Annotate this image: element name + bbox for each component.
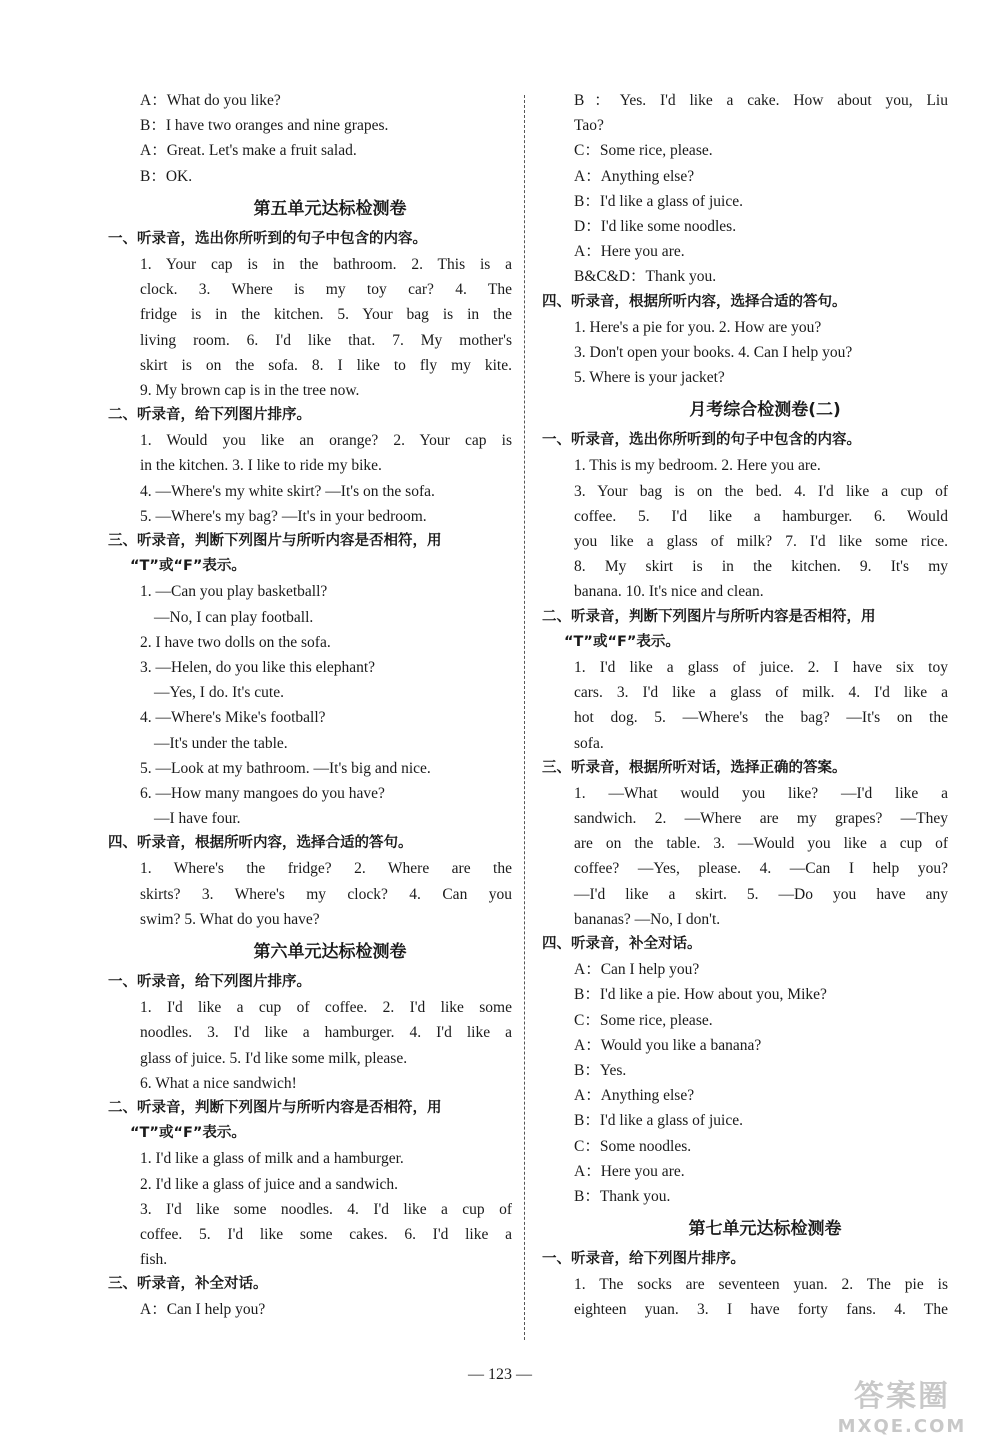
text-line: cars. 3. I'd like a glass of milk. 4. I'd like a [574,684,948,702]
section-heading: 四、听录音，根据所听内容，选择合适的答句。 [108,835,413,852]
unit-5-title: 第五单元达标检测卷 [253,198,407,219]
text-line: 3. Your bag is on the bed. 4. I'd like a cup of [574,482,948,500]
text-line: —I'd like a skirt. 5. —Do you have any [574,885,948,903]
section-heading: 二、听录音，给下列图片排序。 [108,407,311,424]
text-line: skirts? 3. Where's my clock? 4. Can you [140,885,512,903]
dialogue-line: A：Anything else? [574,1087,695,1105]
text-line: coffee. 5. I'd like some cakes. 6. I'd like a [140,1225,512,1243]
left-column [108,88,512,1323]
section-heading: 一、听录音，选出你所听到的句子中包含的内容。 [108,230,427,247]
dialogue-line: B：Yes. I'd like a cake. How about you, Liu [574,92,948,109]
text-line: are on the table. 3. —Would you like a cup of [574,835,948,853]
text-line: 1. Here's a pie for you. 2. How are you? [574,318,822,336]
section-heading: 四、听录音，根据所听内容，选择合适的答句。 [542,293,847,310]
text-line: clock. 3. Where is my toy car? 4. The [140,281,512,299]
section-heading: 二、听录音，判断下列图片与所听内容是否相符，用 [542,608,876,625]
text-line: 1. Would you like an orange? 2. Your cap is [140,432,512,450]
dialogue-line: B&C&D：Thank you. [574,268,717,286]
text-line: 1. —What would you like? —I'd like a [574,784,948,802]
text-line: 4. —Where's my white skirt? —It's on the sofa. [140,482,435,500]
dialogue-line: D：I'd like some noodles. [574,217,737,235]
page-number: — 123 — [468,1366,532,1383]
dialogue-line: B：OK. [140,167,193,185]
monthly-test-title: 月考综合检测卷(二) [689,400,841,421]
text-line: 3. I'd like some noodles. 4. I'd like a cup of [140,1200,512,1218]
text-line: glass of juice. 5. I'd like some milk, please. [140,1049,408,1067]
dialogue-line: A：What do you like? [140,92,281,109]
watermark-bottom: MXQE.COM [837,1416,967,1437]
text-line: noodles. 3. I'd like a hamburger. 4. I'd like a [140,1024,512,1042]
text-line: sofa. [574,734,604,752]
text-line: 4. —Where's Mike's football? [140,709,326,727]
text-line: living room. 6. I'd like that. 7. My mother's [140,331,512,349]
section-heading: 三、听录音，根据所听对话，选择正确的答案。 [542,759,847,776]
text-line: 2. I'd like a glass of juice and a sandwich. [140,1175,399,1193]
dialogue-line: A：Can I help you? [140,1301,266,1319]
section-heading: 一、听录音，给下列图片排序。 [542,1251,745,1268]
dialogue-line: B：I'd like a glass of juice. [574,1112,743,1130]
text-line: you like a glass of milk? 7. I'd like some rice. [574,533,948,550]
text-line: —I have four. [154,810,241,828]
dialogue-line: C：Some noodles. [574,1137,692,1155]
dialogue-line: B：I'd like a glass of juice. [574,192,743,210]
text-line: 1. Where's the fridge? 2. Where are the [140,860,512,878]
section-heading-cont: “T”或“F”表示。 [130,558,246,575]
dialogue-line: A：Here you are. [574,243,685,261]
column-divider [524,95,525,1340]
text-line: 3. —Helen, do you like this elephant? [140,658,376,676]
section-heading-cont: “T”或“F”表示。 [564,633,680,650]
text-line: swim? 5. What do you have? [140,910,320,928]
text-line: eighteen yuan. 3. I have forty fans. 4. The [574,1301,948,1319]
text-line: 1. This is my bedroom. 2. Here you are. [574,457,821,475]
text-line: banana. 10. It's nice and clean. [574,583,764,601]
dialogue-line: A：Great. Let's make a fruit salad. [140,142,357,160]
watermark-top: 答案圈 [854,1379,950,1414]
text-line: 1. Your cap is in the bathroom. 2. This is a [140,255,512,273]
text-line: fridge is in the kitchen. 5. Your bag is in the [140,306,512,324]
text-line: 1. The socks are seventeen yuan. 2. The pie is [574,1276,948,1294]
dialogue-line: A：Anything else? [574,167,695,185]
text-line: 1. I'd like a glass of milk and a hamburger. [140,1150,404,1168]
text-line: 5. Where is your jacket? [574,369,725,387]
text-line: —Yes, I do. It's cute. [154,684,284,702]
text-line: hot dog. 5. —Where's the bag? —It's on the [574,709,948,727]
text-line: coffee. 5. I'd like a hamburger. 6. Would [574,507,948,525]
unit-7-title: 第七单元达标检测卷 [688,1219,842,1240]
dialogue-line: A：Can I help you? [574,961,700,979]
text-line: bananas? —No, I don't. [574,910,721,928]
section-heading: 三、听录音，补全对话。 [108,1276,268,1293]
dialogue-line: A：Would you like a banana? [574,1036,762,1054]
text-line: 2. I have two dolls on the sofa. [140,633,331,651]
section-heading-cont: “T”或“F”表示。 [130,1125,246,1142]
dialogue-line: A：Here you are. [574,1162,685,1180]
text-line: 5. —Where's my bag? —It's in your bedroom. [140,507,427,525]
section-heading: 一、听录音，给下列图片排序。 [108,974,311,990]
text-line: 5. —Look at my bathroom. —It's big and nice. [140,759,431,777]
text-line: sandwich. 2. —Where are my grapes? —They [574,810,948,828]
text-line: 8. My skirt is in the kitchen. 9. It's my [574,558,948,576]
text-line: skirt is on the sofa. 8. I like to fly my kite. [140,356,512,374]
dialogue-line: B：I have two oranges and nine grapes. [140,117,389,135]
text-line: —No, I can play football. [154,608,314,626]
section-heading: 四、听录音，补全对话。 [542,936,702,952]
watermark-logo [822,1378,982,1444]
text-line: 1. I'd like a cup of coffee. 2. I'd like some [140,999,512,1017]
section-heading: 三、听录音，判断下列图片与所听内容是否相符，用 [108,533,442,549]
text-line: 1. —Can you play basketball? [140,583,328,601]
text-line: 3. Don't open your books. 4. Can I help you? [574,343,853,361]
text-line: 9. My brown cap is in the tree now. [140,381,360,399]
dialogue-line: Tao? [574,117,604,135]
right-column [542,88,948,1323]
dialogue-line: B：Thank you. [574,1187,671,1205]
dialogue-line: B：Yes. [574,1061,627,1079]
dialogue-line: C：Some rice, please. [574,1011,713,1029]
section-heading: 二、听录音，判断下列图片与所听内容是否相符，用 [108,1099,442,1116]
dialogue-line: C：Some rice, please. [574,142,713,160]
unit-6-title: 第六单元达标检测卷 [253,942,407,962]
dialogue-line: B：I'd like a pie. How about you, Mike? [574,986,827,1004]
text-line: fish. [140,1251,168,1269]
text-line: —It's under the table. [154,734,288,752]
text-line: 6. —How many mangoes do you have? [140,784,385,802]
text-line: 1. I'd like a glass of juice. 2. I have six toy [574,658,948,676]
text-line: in the kitchen. 3. I like to ride my bike. [140,457,382,475]
text-line: 6. What a nice sandwich! [140,1074,297,1092]
text-line: coffee? —Yes, please. 4. —Can I help you? [574,860,948,878]
section-heading: 一、听录音，选出你所听到的句子中包含的内容。 [542,432,861,449]
